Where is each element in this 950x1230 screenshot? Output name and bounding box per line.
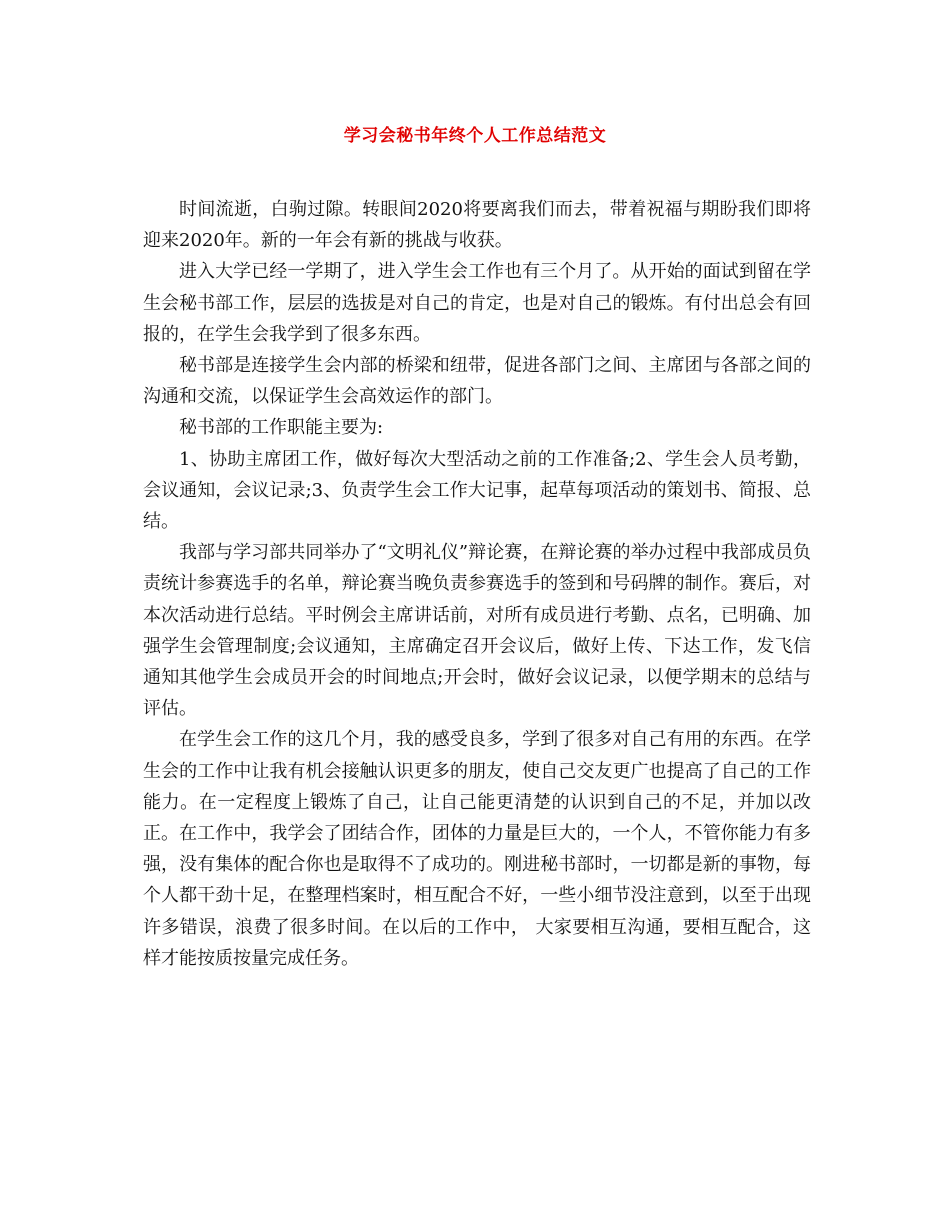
paragraph: 时间流逝，白驹过隙。转眼间2020将要离我们而去，带着祝福与期盼我们即将迎来2020年。新的一年会有新的挑战与收获。: [143, 199, 811, 252]
paragraph: 秘书部的工作职能主要为:: [179, 417, 384, 439]
paragraph: 秘书部是连接学生会内部的桥梁和纽带，促进各部门之间、主席团与各部之间的沟通和交流，以保证学生会高效运作的部门。: [143, 355, 811, 408]
document-body: [143, 194, 811, 974]
document-title: 学习会秘书年终个人工作总结范文: [343, 126, 607, 146]
paragraph: 进入大学已经一学期了，进入学生会工作也有三个月了。从开始的面试到留在学生会秘书部工作，层层的选拔是对自己的肯定，也是对自己的锻炼。有付出总会有回报的，在学生会我学到了很多东西。: [143, 261, 811, 345]
paragraph: 我部与学习部共同举办了“文明礼仪”辩论赛，在辩论赛的举办过程中我部成员负责统计参赛选手的名单，辩论赛当晚负责参赛选手的签到和号码牌的制作。赛后，对本次活动进行总结。平时例会主席讲话前，对所有成员进行考勤、点名，已明确、加强学生会管理制度;会议通知，主席确定召开会议后，做好上传、下达工作，发飞信通知其他学生会成员开会的时间地点;开会时，做好会议记录，以便学期末的总结与评估。: [143, 542, 811, 720]
paragraph: 在学生会工作的这几个月，我的感受良多，学到了很多对自己有用的东西。在学生会的工作中让我有机会接触认识更多的朋友，使自己交友更广也提高了自己的工作能力。在一定程度上锻炼了自己，让自己能更清楚的认识到自己的不足，并加以改正。在工作中，我学会了团结合作，团体的力量是巨大的，一个人，不管你能力有多强，没有集体的配合你也是取得不了成功的。刚进秘书部时，一切都是新的事物，每个人都干劲十足，在整理档案时，相互配合不好，一些小细节没注意到，以至于出现许多错误，浪费了很多时间。在以后的工作中， 大家要相互沟通，要相互配合，这样才能按质按量完成任务。: [143, 729, 811, 969]
paragraph: 1、协助主席团工作，做好每次大型活动之前的工作准备;2、学生会人员考勤，会议通知，会议记录;3、负责学生会工作大记事，起草每项活动的策划书、简报、总结。: [143, 448, 811, 533]
